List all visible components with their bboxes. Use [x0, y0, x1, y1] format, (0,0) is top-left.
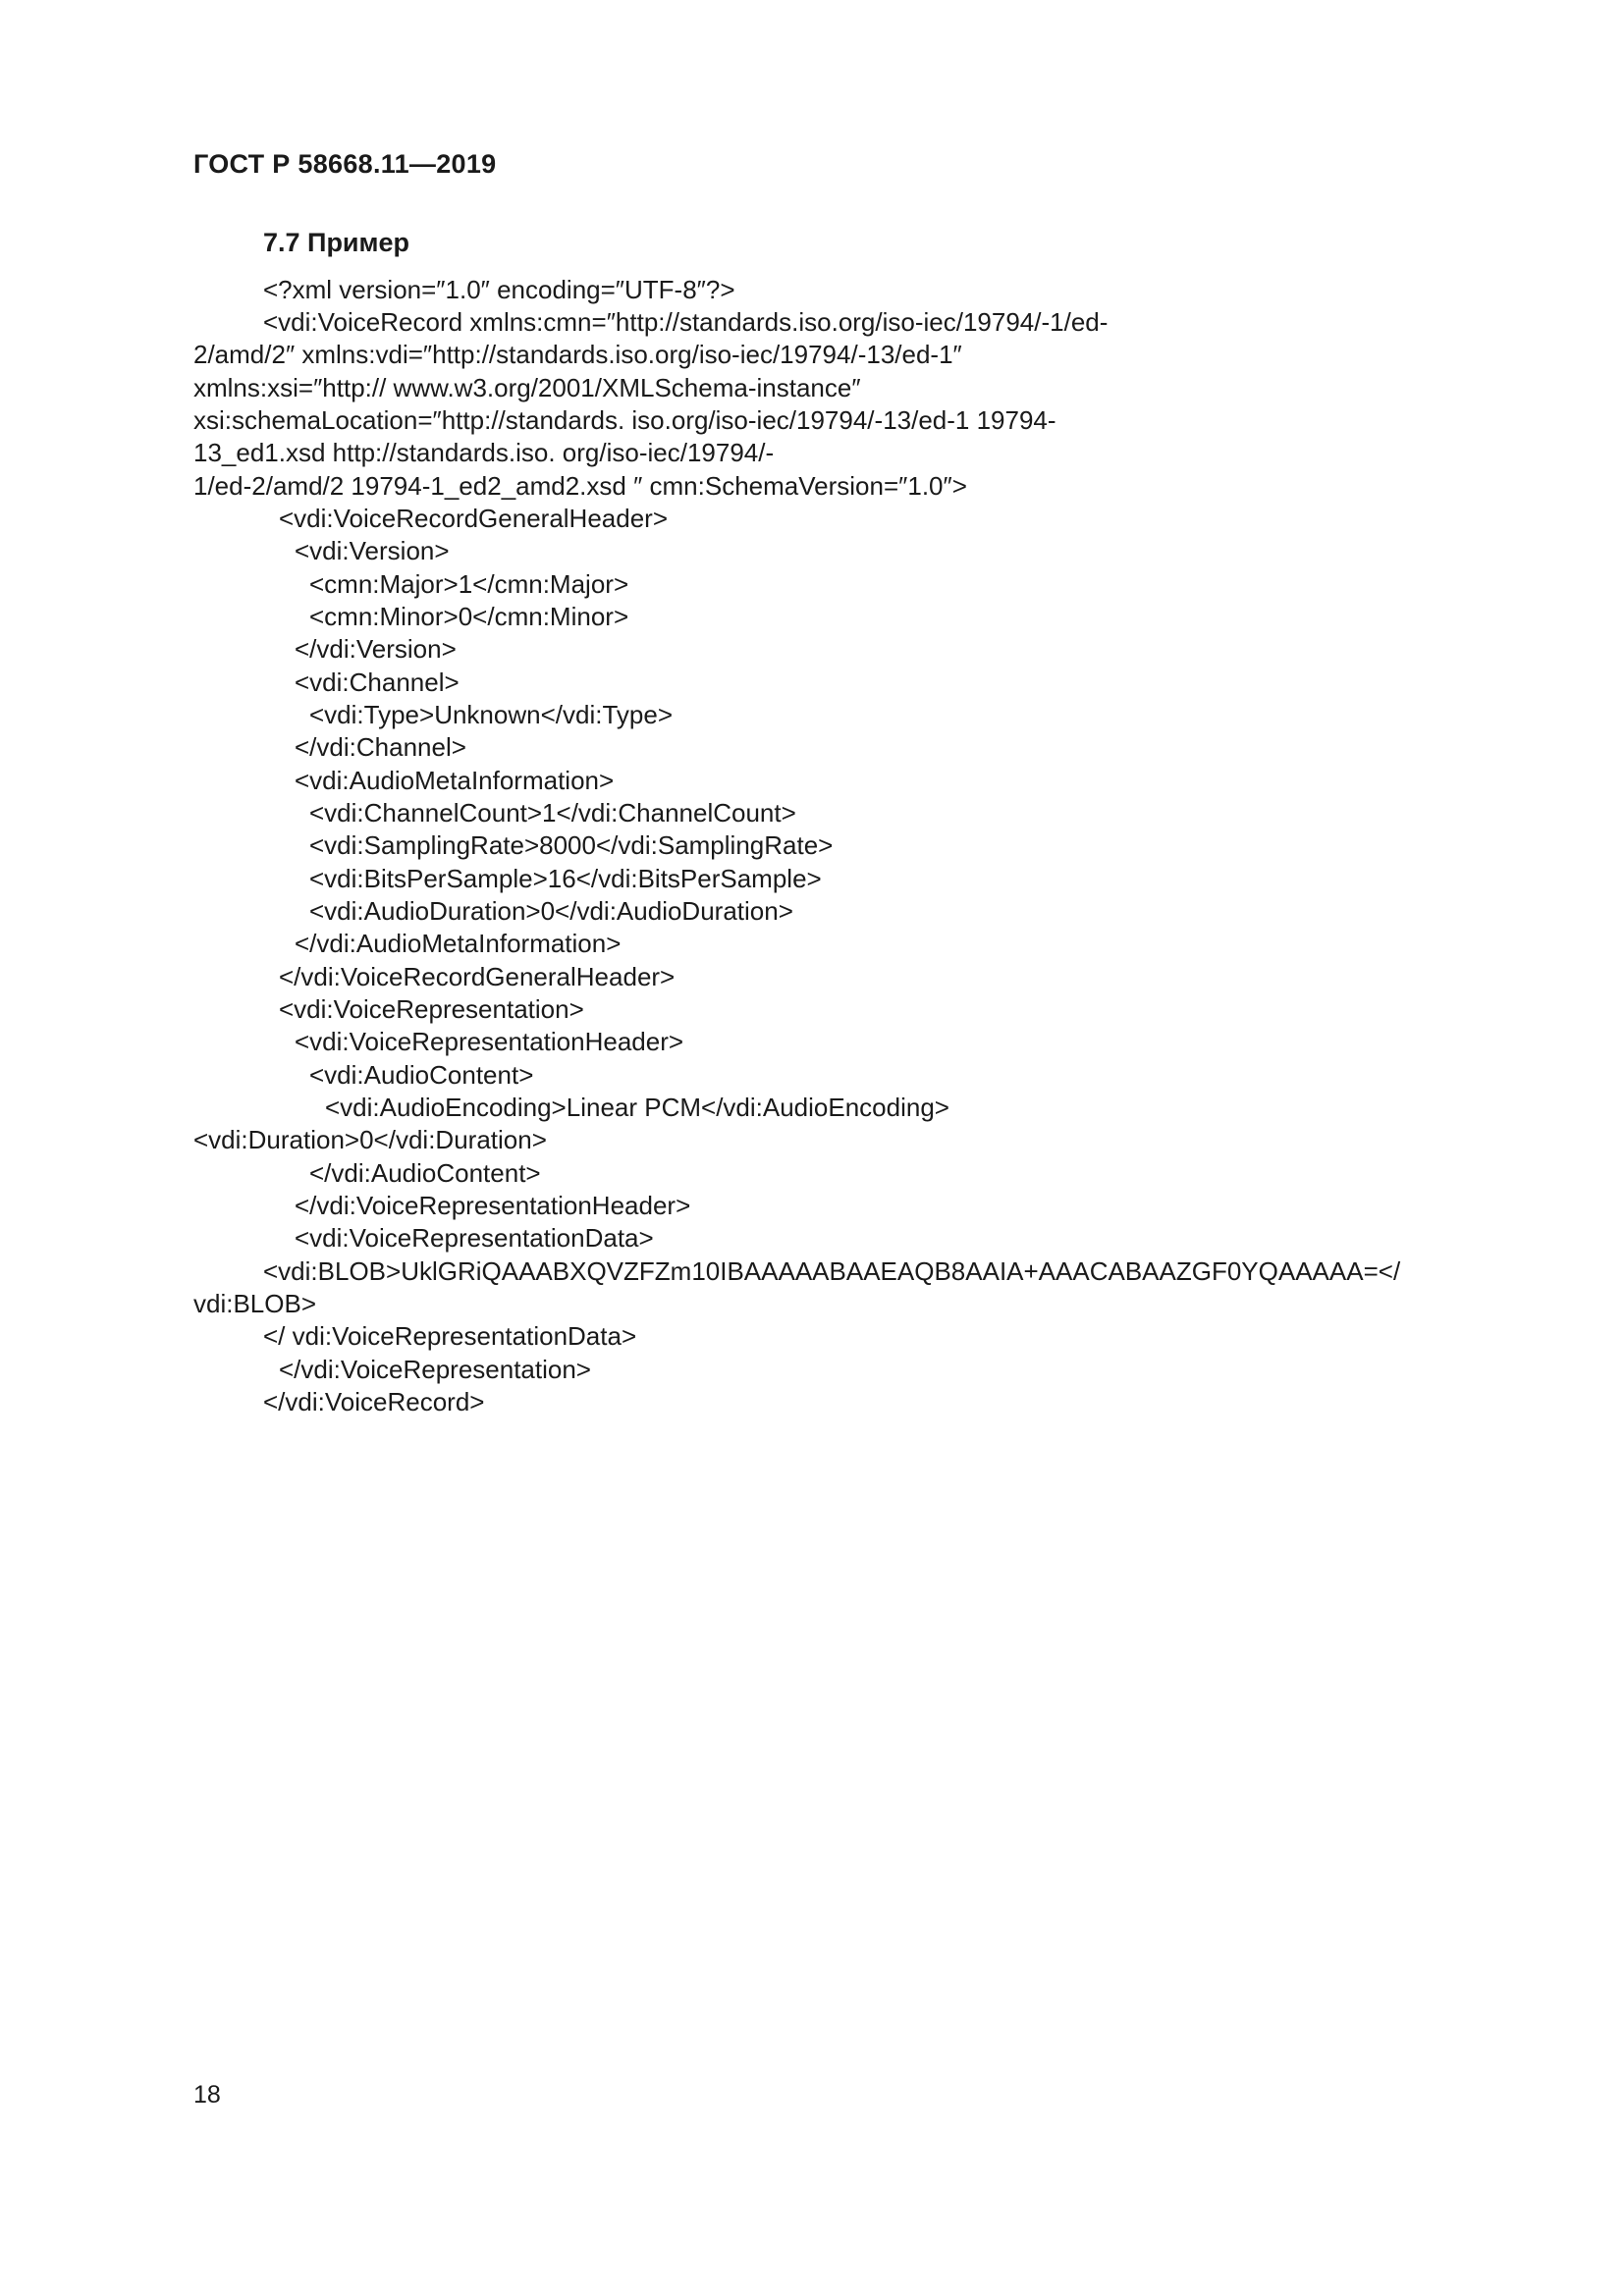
code-line: <vdi:SamplingRate>8000</vdi:SamplingRate>: [309, 830, 834, 860]
code-line: </vdi:VoiceRepresentationHeader>: [295, 1191, 691, 1220]
code-line: <vdi:Channel>: [295, 667, 460, 697]
code-line: </vdi:Channel>: [295, 732, 466, 762]
code-line: xsi:schemaLocation=″http://standards. iso.org/iso-iec/19794/-13/ed-1 19794-: [193, 405, 1056, 435]
code-line: </vdi:AudioContent>: [309, 1158, 541, 1188]
code-line: <vdi:AudioDuration>0</vdi:AudioDuration>: [309, 896, 793, 926]
code-line: vdi:BLOB>: [193, 1289, 317, 1318]
code-line: <vdi:VoiceRepresentation>: [279, 994, 584, 1024]
code-line: <vdi:VoiceRecordGeneralHeader>: [279, 504, 669, 533]
code-line: <vdi:BitsPerSample>16</vdi:BitsPerSample>: [309, 864, 822, 893]
code-line: 1/ed-2/amd/2 19794-1_ed2_amd2.xsd ″ cmn:SchemaVersion=″1.0″>: [193, 471, 967, 501]
code-line: </vdi:Version>: [295, 634, 457, 664]
code-line: 13_ed1.xsd http://standards.iso. org/iso-iec/19794/-: [193, 438, 775, 467]
code-line: <vdi:Duration>0</vdi:Duration>: [193, 1125, 547, 1154]
code-line: </ vdi:VoiceRepresentationData>: [263, 1321, 637, 1351]
code-line: 2/amd/2″ xmlns:vdi=″http://standards.iso.org/iso-iec/19794/-13/ed-1″: [193, 340, 962, 369]
code-line: <vdi:VoiceRepresentationData>: [295, 1223, 654, 1253]
code-line: <vdi:ChannelCount>1</vdi:ChannelCount>: [309, 798, 796, 828]
section-title: 7.7 Пример: [263, 228, 410, 257]
code-line: </vdi:VoiceRecord>: [263, 1387, 485, 1416]
page-number: 18: [193, 2081, 221, 2109]
page-header: ГОСТ Р 58668.11—2019: [193, 149, 497, 179]
code-line: xmlns:xsi=″http:// www.w3.org/2001/XMLSchema-instance″: [193, 373, 861, 402]
code-line: <cmn:Major>1</cmn:Major>: [309, 569, 629, 599]
code-line: </vdi:AudioMetaInformation>: [295, 929, 622, 958]
code-line: <vdi:AudioMetaInformation>: [295, 766, 615, 795]
code-line: <cmn:Minor>0</cmn:Minor>: [309, 602, 629, 631]
code-line: <vdi:Version>: [295, 536, 450, 565]
code-line: </vdi:VoiceRecordGeneralHeader>: [279, 962, 676, 991]
code-line: <vdi:AudioContent>: [309, 1060, 534, 1090]
code-line: <vdi:VoiceRecord xmlns:cmn=″http://standards.iso.org/iso-iec/19794/-1/ed-: [263, 307, 1109, 337]
code-line: </vdi:VoiceRepresentation>: [279, 1355, 591, 1384]
code-line: <?xml version=″1.0″ encoding=″UTF-8″?>: [263, 275, 735, 304]
code-line: <vdi:VoiceRepresentationHeader>: [295, 1027, 684, 1056]
code-line: <vdi:Type>Unknown</vdi:Type>: [309, 700, 674, 729]
code-line: <vdi:BLOB>UklGRiQAAABXQVZFZm10IBAAAAABAAEAQB8AAIA+AAACABAAZGF0YQAAAAA=</: [263, 1256, 1401, 1286]
code-line: <vdi:AudioEncoding>Linear PCM</vdi:AudioEncoding>: [325, 1093, 949, 1122]
